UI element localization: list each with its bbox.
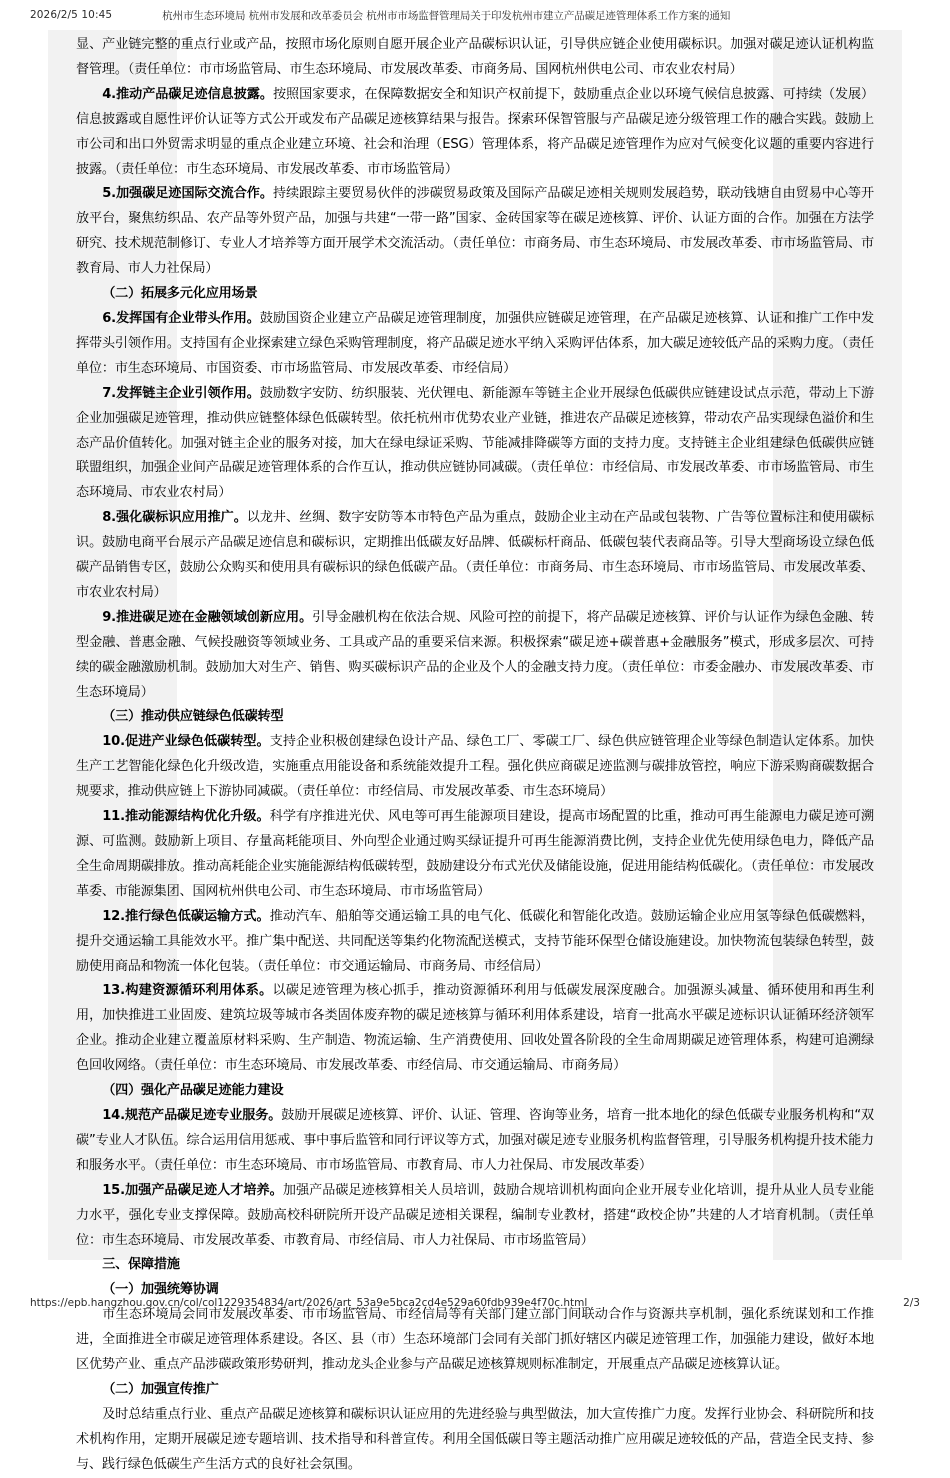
item-13-text: 以碳足迹管理为核心抓手，推动资源循环利用与低碳发展深度融合。加强源头减量、循环使用和再生利用，加快推进工业固废、建筑垃圾等城市各类固体废弃物的碳足迹核算与循环利用体系建设，培育一批高水平碳足迹标识认证循环经济领军企业。推动企业建立覆盖原材料采购、生产制造、物流运输、生产消费使用、回收处置各阶段的全生命周期碳足迹管理体系，构建可追溯绿色回收网络。（责任单位：市生态环境局、市发展改革委、市经信局、市交通运输局、市商务局） [76,983,874,1074]
item-7-title: 7.发挥链主企业引领作用。 [102,385,260,401]
item-15-title: 15.加强产品碳足迹人才培养。 [102,1182,283,1198]
paragraph-item-6 [76,307,874,382]
source-url[interactable]: https://epb.hangzhou.gov.cn/col/col1229354834/art/2026/art_53a9e5bca2cd4e529a60fdb939e4f70c.html [30,1297,588,1309]
item-11-text: 科学有序推进光伏、风电等可再生能源项目建设，提高市场配置的比重，推动可再生能源电力碳足迹可溯源、可监测。鼓励新上项目、存量高耗能项目、外向型企业通过购买绿证提升可再生能源消费比例，支持企业优先使用绿色电力，降低产品全生命周期碳排放。推动高耗能企业实施能源结构低碳转型，鼓励建设分布式光伏及储能设施，促进用能结构低碳化。（责任单位：市发展改革委、市能源集团、国网杭州供电公司、市生态环境局、市市场监管局） [76,809,874,899]
paragraph-item-15 [76,1179,874,1254]
print-date: 2026/2/5 10:45 [30,9,113,21]
paragraph-item-14 [76,1104,874,1179]
paragraph-item-10 [76,730,874,805]
item-6-text: 鼓励国资企业建立产品碳足迹管理制度，加强供应链碳足迹管理，在产品碳足迹核算、认证和推广工作中发挥带头引领作用。支持国有企业探索建立绿色采购管理制度，将产品碳足迹水平纳入采购评估体系，加大碳足迹较低产品的采购力度。（责任单位：市生态环境局、市国资委、市市场监管局、市发展改革委、市经信局） [76,310,875,376]
paragraph-continued-item3: 显、产业链完整的重点行业或产品，按照市场化原则自愿开展企业产品碳标识认证，引导供应链企业使用碳标识。加强对碳足迹认证机构监督管理。（责任单位：市市场监管局、市生态环境局、市发展改革委、市商务局、国网杭州供电公司、市农业农村局） [76,37,874,77]
item-5-title: 5.加强碳足迹国际交流合作。 [102,186,273,202]
print-footer [0,1288,950,1318]
item-12-text: 推动汽车、船舶等交通运输工具的电气化、低碳化和智能化改造。鼓励运输企业应用氢等绿色低碳燃料，提升交通运输工具能效水平。推广集中配送、共同配送等集约化物流配送模式，支持节能环保型仓储设施建设。加快物流包装绿色转型，鼓励使用商品和物流一体化包装。（责任单位：市交通运输局、市商务局、市经信局） [76,908,874,974]
item-9-title: 9.推进碳足迹在金融领域创新应用。 [102,609,313,625]
item-4-text: 按照国家要求，在保障数据安全和知识产权前提下，鼓励重点企业以环境气候信息披露、可持续（发展）信息披露或自愿性评价认证等方式公开或发布产品碳足迹核算结果与报告。探索环保智管服与产品碳足迹分级管理工作的融合实践。鼓励上市公司和出口外贸需求明显的重点企业建立环境、社会和治理（ESG）管理体系，将产品碳足迹管理作为应对气候变化议题的重要内容进行披露。（责任单位：市生态环境局、市发展改革委、市市场监管局） [76,86,874,177]
item-6-title: 6.发挥国有企业带头作用。 [102,310,260,326]
guarantee-heading-2: （二）加强宣传推广 [102,1381,219,1397]
paragraph-item-5 [76,182,874,282]
paragraph-item-4 [76,83,874,183]
item-14-text: 鼓励开展碳足迹核算、评价、认证、管理、咨询等业务，培育一批本地化的绿色低碳专业服务机构和“双碳”专业人才队伍。综合运用信用惩戒、事中事后监管和同行评议等方式，加强对碳足迹专业服务机构监督管理，引导服务机构提升技术能力和服务水平。（责任单位：市生态环境局、市市场监管局、市教育局、市人力社保局、市发展改革委） [76,1107,874,1173]
item-12-title: 12.推行绿色低碳运输方式。 [102,908,270,924]
item-8-text: 以龙井、丝绸、数字安防等本市特色产品为重点，鼓励企业主动在产品或包装物、广告等位置标注和使用碳标识。鼓励电商平台展示产品碳足迹信息和碳标识，定期推出低碳友好品牌、低碳标杆商品、低碳包装代表商品等。引导大型商场设立绿色低碳产品销售专区，鼓励公众购买和使用具有碳标识的绿色低碳产品。（责任单位：市商务局、市生态环境局、市市场监管局、市发展改革委、市农业农村局） [76,510,874,600]
section-heading-2: （二）拓展多元化应用场景 [102,286,258,302]
item-15-text: 加强产品碳足迹核算相关人员培训，鼓励合规培训机构面向企业开展专业化培训，提升从业人员专业能力水平，强化专业支撑保障。鼓励高校科研院所开设产品碳足迹相关课程，编制专业教材，搭建“政校企协”共建的人才培育机制。（责任单位：市生态环境局、市发展改革委、市教育局、市经信局、市人力社保局、市市场监管局） [76,1182,874,1248]
section-heading-4: （四）强化产品碳足迹能力建设 [102,1083,284,1099]
item-14-title: 14.规范产品碳足迹专业服务。 [102,1107,282,1123]
item-4-title: 4.推动产品碳足迹信息披露。 [102,86,273,102]
item-8-title: 8.强化碳标识应用推广。 [102,510,247,526]
document-column [48,33,902,1478]
paragraph-item-13 [76,979,874,1079]
guarantee-paragraph-2: 及时总结重点行业、重点产品碳足迹核算和碳标识认证应用的先进经验与典型做法，加大宣传推广力度。发挥行业协会、科研院所和技术机构作用，定期开展碳足迹专题培训、技术指导和科普宣传。利用全国低碳日等主题活动推广应用碳足迹较低的产品，营造全民支持、参与、践行绿色低碳生产生活方式的良好社会氛围。 [76,1406,874,1472]
paragraph-item-12 [76,905,874,980]
paragraph-item-7 [76,382,874,507]
section-heading-3: （三）推动供应链绿色低碳转型 [102,709,284,725]
print-header [0,0,950,30]
item-10-text: 支持企业积极创建绿色设计产品、绿色工厂、零碳工厂、绿色供应链管理企业等绿色制造认定体系。加快生产工艺智能化绿色化升级改造，实施重点用能设备和系统能效提升工程。强化供应商碳足迹监测与碳排放管控，响应下游采购商碳数据合规要求，推动供应链上下游协同减碳。（责任单位：市经信局、市发展改革委、市生态环境局） [76,734,874,800]
print-document-title: 杭州市生态环境局 杭州市发展和改革委员会 杭州市市场监督管理局关于印发杭州市建立产品碳足迹管理体系工作方案的通知 [162,9,731,22]
item-11-title: 11.推动能源结构优化升级。 [102,809,270,825]
paragraph-item-11 [76,805,874,905]
paragraph-item-8 [76,506,874,606]
item-10-title: 10.促进产业绿色低碳转型。 [102,734,270,750]
guarantee-heading-1: （一）加强统筹协调 [102,1282,219,1298]
paragraph-item-9 [76,606,874,706]
item-7-text: 鼓励数字安防、纺织服装、光伏锂电、新能源车等链主企业开展绿色低碳供应链建设试点示范，带动上下游企业加强碳足迹管理，推动供应链整体绿色低碳转型。依托杭州市优势农业产业链，推进农产品碳足迹核算，带动农产品实现绿色溢价和生态产品价值转化。加强对链主企业的服务对接，加大在绿电绿证采购、节能减排降碳等方面的支持力度。支持链主企业组建绿色低碳供应链联盟组织，加强企业间产品碳足迹管理体系的合作互认，推动供应链协同减碳。（责任单位：市经信局、市发展改革委、市市场监管局、市生态环境局、市农业农村局） [76,385,875,501]
page-number: 2/3 [903,1297,920,1309]
part-heading-3: 三、保障措施 [102,1257,180,1273]
item-5-text: 持续跟踪主要贸易伙伴的涉碳贸易政策及国际产品碳足迹相关规则发展趋势，联动钱塘自由贸易中心等开放平台，聚焦纺织品、农产品等外贸产品，加强与共建“一带一路”国家、金砖国家等在碳足迹核算、评价、认证方面的合作。加强在方法学研究、技术规范制修订、专业人才培养等方面开展学术交流活动。（责任单位：市商务局、市生态环境局、市发展改革委、市市场监管局、市教育局、市人力社保局） [76,186,874,277]
guarantee-paragraph-1: 市生态环境局会同市发展改革委、市市场监管局、市经信局等有关部门建立部门间联动合作与资源共享机制，强化系统谋划和工作推进，全面推进全市碳足迹管理体系建设。各区、县（市）生态环境部门会同有关部门抓好辖区内碳足迹管理工作，加强能力建设，做好本地区优势产业、重点产品涉碳政策形势研判，推动龙头企业参与产品碳足迹核算规则标准制定，开展重点产品碳足迹核算认证。 [76,1307,874,1373]
item-9-text: 引导金融机构在依法合规、风险可控的前提下，将产品碳足迹核算、评价与认证作为绿色金融、转型金融、普惠金融、气候投融资等领域业务、工具或产品的重要采信来源。积极探索“碳足迹+碳普惠+金融服务”模式，形成多层次、可持续的碳金融激励机制。鼓励加大对生产、销售、购买碳标识产品的企业及个人的金融支持力度。（责任单位：市委金融办、市发展改革委、市生态环境局） [76,609,874,700]
document-body [48,33,902,1478]
item-13-title: 13.构建资源循环利用体系。 [102,983,273,999]
